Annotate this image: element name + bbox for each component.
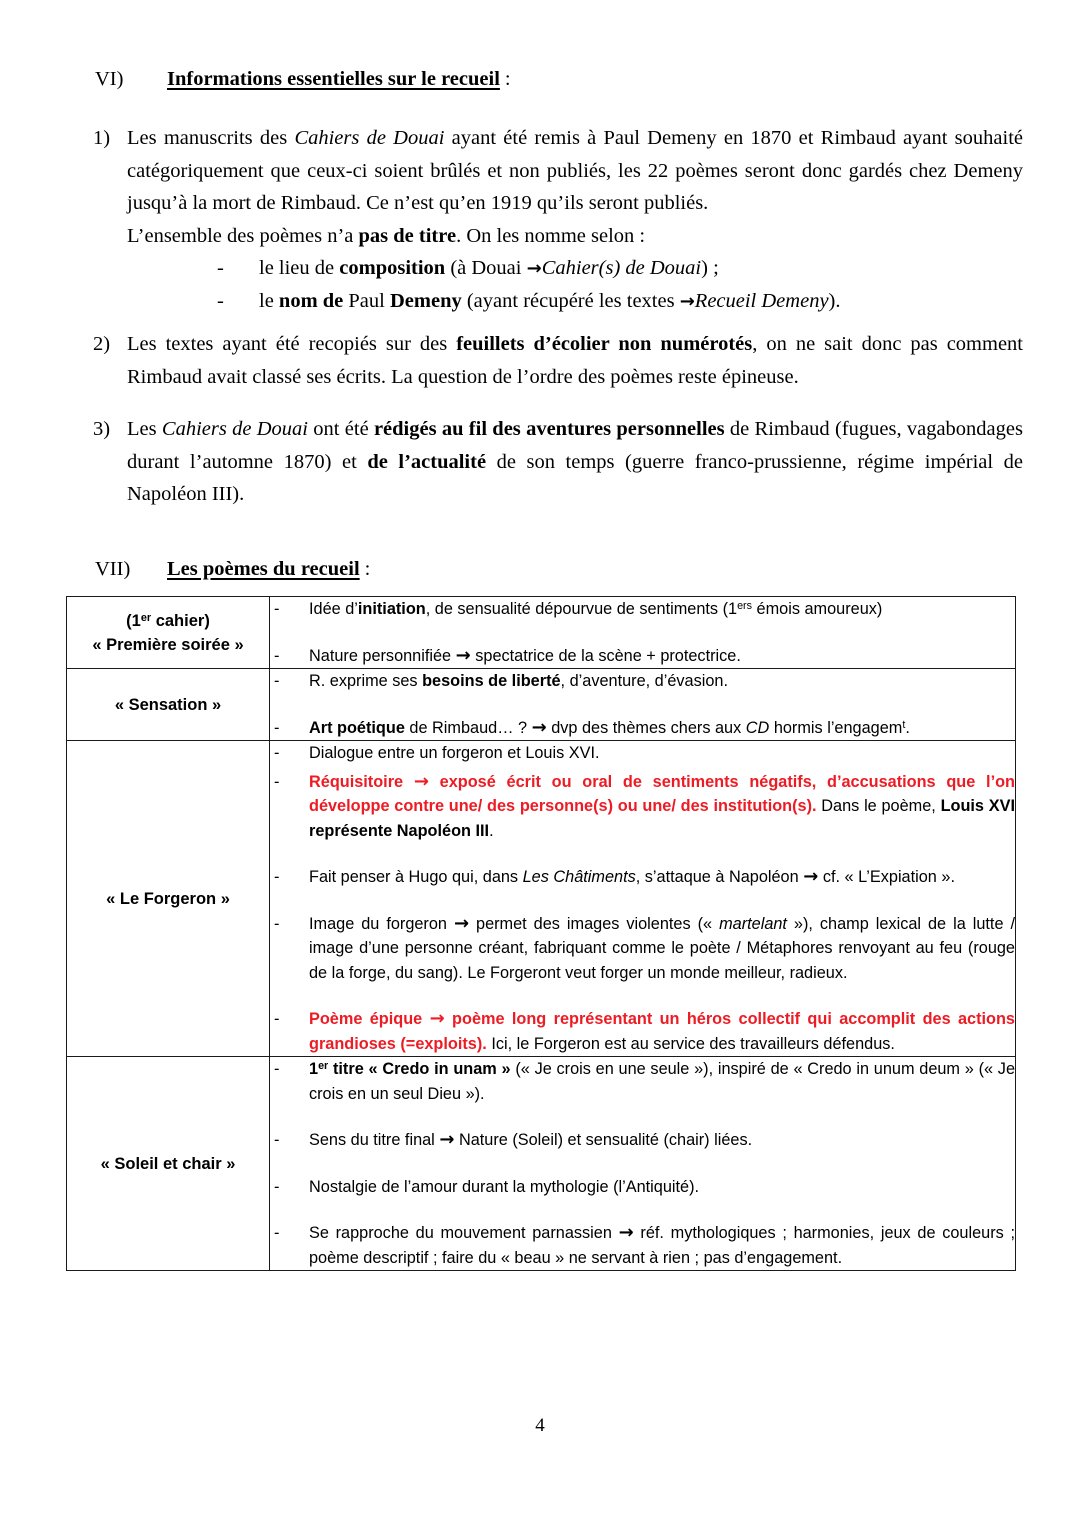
note-text — [309, 912, 1015, 986]
dash-bullet-icon: - — [274, 744, 280, 762]
poem-notes-cell — [270, 597, 1016, 669]
table-row — [67, 597, 1016, 669]
arrow-icon: → — [429, 1008, 445, 1029]
text-run: émois amoureux) — [752, 600, 883, 618]
item-body — [127, 122, 1023, 318]
note-text — [309, 716, 1015, 741]
text-run: Fait penser à Hugo qui, dans — [309, 868, 523, 886]
section-numeral: VII) — [95, 558, 131, 580]
superscript: er — [140, 611, 152, 624]
text-run: réf. mythologiques ; harmonies, jeux de couleurs ; poème descriptif ; faire du « beau » ne servant à rien ; pas d’engagement. — [309, 1224, 1015, 1267]
text-run: Les — [127, 418, 162, 440]
section-numeral: VI) — [95, 68, 124, 90]
text-run: Nostalgie de l’amour durant la mythologie (l’Antiquité). — [309, 1177, 700, 1196]
note-bullet — [270, 597, 1015, 622]
emphasis-bold: besoins de liberté — [422, 672, 561, 690]
poems-table — [66, 596, 1016, 1271]
note-text — [309, 1007, 1015, 1056]
poem-title-line: « Sensation » — [114, 695, 222, 714]
poem-title-line: « Le Forgeron » — [106, 889, 230, 908]
text-run: L’ensemble des poèmes n’a — [127, 224, 359, 247]
sub-bullet-item — [217, 252, 1023, 285]
arrow-icon: → — [803, 866, 819, 887]
dash-bullet-icon: - — [274, 600, 280, 618]
sub-bullet-text — [259, 252, 1023, 285]
text-run: ) ; — [701, 257, 719, 279]
arrow-icon: → — [618, 1222, 634, 1243]
poem-notes-cell — [270, 1057, 1016, 1271]
dash-bullet-icon: - — [274, 1060, 280, 1078]
emphasis-bold: pas de titre — [358, 224, 457, 247]
poem-title-cell — [67, 597, 270, 669]
poem-title-line: (1er cahier) — [126, 611, 210, 630]
text-run: ). — [828, 290, 841, 312]
note-bullet — [270, 716, 1015, 741]
dash-bullet-icon: - — [274, 1010, 280, 1028]
sub-bullet-text — [259, 285, 1023, 318]
text-run: permet des images violentes (« — [469, 914, 720, 933]
title-italic: Recueil Demeny — [694, 290, 829, 312]
text-run: . On les nomme selon : — [456, 224, 646, 247]
dash-bullet-icon: - — [274, 914, 280, 933]
section-heading-vi — [95, 68, 511, 91]
emphasis-bold: composition — [339, 257, 446, 279]
poem-notes-cell — [270, 741, 1016, 1057]
text-run: Sens du titre final — [309, 1131, 440, 1149]
dash-bullet-icon: - — [274, 1177, 280, 1196]
table-row — [67, 669, 1016, 741]
note-bullet — [270, 1057, 1015, 1106]
text-run: Paul — [343, 290, 390, 312]
emphasis-bold: rédigés au fil des aventures personnelles — [373, 418, 725, 440]
table-row — [67, 741, 1016, 1057]
text-run: ont été — [308, 418, 374, 440]
note-text — [309, 865, 1015, 890]
text-run: R. exprime ses — [309, 672, 423, 690]
poem-notes-cell — [270, 669, 1016, 741]
text-run: , d’aventure, d’évasion. — [560, 672, 728, 690]
dash-bullet-icon: - — [274, 672, 280, 690]
poem-title-line: « Première soirée » — [92, 635, 244, 654]
text-run: de son temps (guerre franco-prussienne, régime impérial de Napoléon III). — [127, 450, 1023, 505]
note-text — [309, 644, 1015, 669]
item-1-paragraph-2 — [127, 220, 1023, 253]
note-bullet — [270, 669, 1015, 694]
note-bullet — [270, 1007, 1015, 1056]
text-run: , on ne sait donc pas comment Rimbaud avait classé ses écrits. La question de l’ordre des poèmes reste épineuse. — [127, 333, 1023, 388]
text-run: cf. « L’Expiation ». — [818, 868, 955, 886]
dash-bullet-icon: - — [274, 868, 280, 886]
note-text — [309, 1128, 1015, 1153]
highlight-red-text: exposé écrit ou oral de sentiments négatifs, d’accusations que l’on développe contre une/ des personne(s) ou une/ des institution(s). — [309, 772, 1015, 815]
emphasis-bold: feuillets d’écolier non numérotés — [456, 333, 753, 355]
arrow-icon: → — [439, 1129, 455, 1150]
text-run: , de sensualité dépourvue de sentiments (1 — [425, 600, 738, 618]
emphasis-bold: nom de — [278, 290, 344, 312]
text-run: Image du forgeron — [309, 914, 454, 933]
highlight-red-text: Réquisitoire — [309, 772, 414, 791]
dash-bullet-icon: - — [274, 1224, 280, 1242]
item-marker: 1) — [93, 127, 111, 149]
text-run: (à Douai — [445, 257, 527, 279]
text-run: . — [905, 718, 910, 737]
dash-bullet-icon: - — [274, 646, 280, 665]
emphasis-bold: 1 — [309, 1060, 319, 1078]
note-bullet — [270, 644, 1015, 669]
text-run: de Rimbaud… ? — [404, 718, 532, 737]
superscript: t — [902, 718, 906, 731]
note-text — [309, 1221, 1015, 1270]
item-1-paragraph-1 — [127, 122, 1023, 220]
arrow-icon: → — [413, 770, 429, 792]
item-body — [127, 328, 1023, 393]
text-run: spectatrice de la scène + protectrice. — [470, 646, 741, 665]
text-run: (ayant récupéré les textes — [461, 290, 680, 312]
text-run: Se rapproche du mouvement parnassien — [309, 1224, 619, 1242]
title-italic: Cahier(s) de Douai — [541, 257, 702, 279]
note-text — [309, 770, 1015, 844]
arrow-icon: → — [531, 716, 547, 738]
arrow-icon: → — [455, 644, 471, 666]
text-run: , s’attaque à Napoléon — [635, 868, 804, 886]
emphasis-bold: de l’actualité — [367, 450, 487, 473]
note-text — [309, 1175, 1015, 1200]
text-run: de Rimbaud (fugues, vagabondages durant l’automne 1870) et — [127, 418, 1023, 473]
text-run: . — [489, 821, 494, 840]
emphasis-bold: Louis XVI représente Napoléon III — [309, 797, 1015, 840]
text-run: dvp des thèmes chers aux — [546, 718, 746, 737]
dash-bullet-icon: - — [274, 718, 280, 737]
text-run: »), champ lexical de la lutte / image d’une personne créant, fabriquant comme le poète / Métaphores renvoyant au feu (rouge de la forge, du sang). Le Forgeront veut forger un monde meilleur, radieux. — [309, 914, 1015, 982]
text-run: Idée d’ — [309, 600, 358, 618]
note-bullet — [270, 1221, 1015, 1270]
text-run: ayant été remis à Paul Demeny en 1870 et Rimbaud ayant souhaité catégoriquement que ceux-ci soient brûlés et non publiés, les 22 poèmes seront donc gardés chez Demeny jusqu’à la mort de Rimbaud. Ce n’est qu’en 1919 qu’ils seront publiés. — [127, 127, 1023, 214]
note-bullet — [270, 770, 1015, 844]
note-bullet — [270, 912, 1015, 986]
note-text — [309, 1057, 1015, 1106]
item-marker: 3) — [93, 418, 111, 440]
sub-bullet-list — [127, 252, 1023, 318]
sub-bullet-item — [217, 285, 1023, 318]
section-title: Informations essentielles sur le recueil — [167, 68, 500, 90]
poem-title-cell — [67, 1057, 270, 1271]
text-run: le lieu de — [259, 257, 340, 279]
numbered-item-1 — [93, 122, 1023, 318]
poems-table-body — [67, 597, 1016, 1271]
poem-title-line: « Soleil et chair » — [100, 1154, 236, 1173]
note-bullet — [270, 865, 1015, 890]
emphasis-bold: Demeny — [389, 290, 462, 312]
section-title: Les poèmes du recueil — [167, 558, 360, 580]
note-text — [309, 741, 1015, 766]
poem-title-cell — [67, 741, 270, 1057]
text-run: hormis l’engagem — [769, 718, 903, 737]
page-number: 4 — [535, 1415, 545, 1436]
section-heading-vii — [95, 558, 370, 581]
item-body — [127, 413, 1023, 511]
emphasis-bold: initiation — [357, 600, 426, 618]
item-2-paragraph — [127, 328, 1023, 393]
text-run: (« Je crois en une seule »), inspiré de « Credo in unum deum » (« Je crois en un seul Dieu »). — [309, 1060, 1015, 1103]
note-bullet — [270, 741, 1015, 766]
note-text — [309, 597, 1015, 622]
dash-bullet-icon: - — [217, 257, 224, 279]
text-run: Dans le poème, — [816, 797, 941, 815]
title-italic: martelant — [719, 914, 787, 933]
superscript: er — [318, 1059, 329, 1072]
dash-bullet-icon: - — [274, 1131, 280, 1149]
text-run: Nature personnifiée — [309, 646, 456, 665]
note-bullet — [270, 1175, 1015, 1200]
numbered-item-2 — [93, 328, 1023, 393]
title-italic: Les Châtiments — [522, 868, 636, 886]
text-run: Dialogue entre un forgeron et Louis XVI. — [309, 744, 600, 762]
emphasis-bold: titre « Credo in unam » — [328, 1060, 511, 1078]
emphasis-bold: Art poétique — [309, 718, 405, 737]
title-italic: Cahiers de Douai — [161, 418, 308, 440]
arrow-icon: → — [453, 912, 470, 934]
text-run: Les manuscrits des — [127, 127, 295, 149]
title-italic: CD — [745, 718, 770, 737]
section-colon: : — [504, 68, 511, 90]
item-3-paragraph — [127, 413, 1023, 511]
highlight-red-text: Poème épique — [309, 1010, 430, 1028]
table-row — [67, 1057, 1016, 1271]
title-italic: Cahiers de Douai — [294, 127, 445, 149]
text-run: Ici, le Forgeron est au service des travailleurs défendus. — [486, 1034, 895, 1053]
text-run: Nature (Soleil) et sensualité (chair) liées. — [454, 1131, 753, 1149]
text-run: le — [259, 290, 279, 312]
note-bullet — [270, 1128, 1015, 1153]
section-colon: : — [364, 558, 371, 580]
arrow-icon: → — [526, 258, 542, 279]
superscript: ers — [737, 599, 753, 612]
arrow-icon: → — [679, 291, 695, 312]
poem-title-cell — [67, 669, 270, 741]
text-run: Les textes ayant été recopiés sur des — [127, 333, 457, 355]
dash-bullet-icon: - — [217, 290, 224, 312]
numbered-item-3 — [93, 413, 1023, 511]
note-text — [309, 669, 1015, 694]
dash-bullet-icon: - — [274, 772, 280, 791]
item-marker: 2) — [93, 333, 111, 355]
highlight-red-text: poème long représentant un héros collectif qui accomplit des actions grandioses (=exploits). — [309, 1010, 1015, 1053]
